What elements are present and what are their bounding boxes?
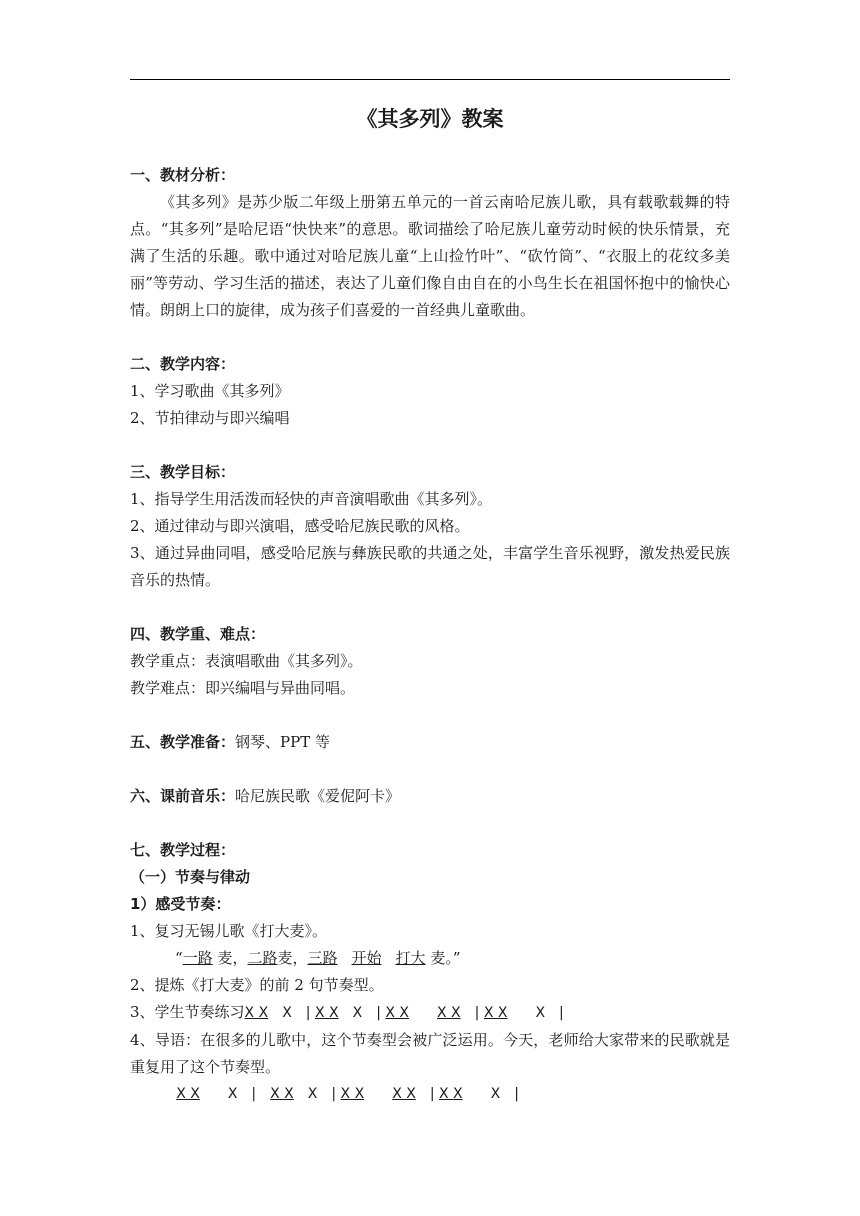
section-6-text: 哈尼族民歌《爱伲阿卡》 bbox=[235, 787, 401, 805]
list-item: 3、通过异曲同唱，感受哈尼族与彝族民歌的共通之处，丰富学生音乐视野，激发热爱民族音乐的热情。 bbox=[130, 544, 730, 589]
rhythm-exercise-line: 3、学生节奏练习X X X | X X X | X X X X | X X X | bbox=[130, 1003, 564, 1021]
section-7-heading: 七、教学过程： bbox=[130, 841, 236, 859]
section-5-heading: 五、教学准备：钢琴、PPT 等 bbox=[130, 733, 330, 751]
document-body bbox=[130, 88, 730, 1108]
list-item: 1、复习无锡儿歌《打大麦》。 bbox=[130, 922, 328, 940]
list-item: 2、节拍律动与即兴编唱 bbox=[130, 409, 290, 427]
rhythm-pattern-line: X X X | X X X | X X X X | X X X | bbox=[176, 1086, 519, 1102]
list-item: 1、指导学生用活泼而轻快的声音演唱歌曲《其多列》。 bbox=[130, 490, 493, 508]
list-item: 教学难点：即兴编唱与异曲同唱。 bbox=[130, 679, 356, 697]
section-1-body: 《其多列》是苏少版二年级上册第五单元的一首云南哈尼族儿歌，具有载歌载舞的特点。“其多列”是哈尼语“快快来”的意思。歌词描绘了哈尼族儿童劳动时候的快乐情景，充满了生活的乐趣。歌中通过对哈尼族儿童“上山捡竹叶”、“砍竹筒”、“衣服上的花纹多美丽”等劳动、学习生活的描述，表达了儿童们像自由自在的小鸟生长在祖国怀抱中的愉快心情。朗朗上口的旋律，成为孩子们喜爱的一首经典儿童歌曲。 bbox=[130, 193, 730, 319]
list-item: 4、导语：在很多的儿歌中，这个节奏型会被广泛运用。今天，老师给大家带来的民歌就是重复用了这个节奏型。 bbox=[130, 1031, 730, 1076]
section-4-heading: 四、教学重、难点： bbox=[130, 625, 266, 643]
section-1-heading: 一、教材分析： bbox=[130, 166, 236, 184]
list-item: 2、通过律动与即兴演唱，感受哈尼族民歌的风格。 bbox=[130, 517, 470, 535]
document-title: 《其多列》教案 bbox=[356, 107, 504, 131]
chant-line: “一路 麦，二路麦，三路 开始 打大 麦。” bbox=[175, 949, 461, 967]
subsection-heading: （一）节奏与律动 bbox=[130, 868, 251, 886]
section-5-text: 钢琴、PPT 等 bbox=[235, 733, 330, 751]
list-item: 1、学习歌曲《其多列》 bbox=[130, 382, 290, 400]
list-item: 教学重点：表演唱歌曲《其多列》。 bbox=[130, 652, 363, 670]
list-item: 2、提炼《打大麦》的前 2 句节奏型。 bbox=[130, 976, 384, 994]
section-3-heading: 三、教学目标： bbox=[130, 463, 236, 481]
section-2-heading: 二、教学内容： bbox=[130, 355, 236, 373]
header-rule bbox=[130, 79, 730, 80]
section-6-heading: 六、课前音乐：哈尼族民歌《爱伲阿卡》 bbox=[130, 787, 401, 805]
subsection-heading: 1）感受节奏： bbox=[130, 895, 231, 913]
